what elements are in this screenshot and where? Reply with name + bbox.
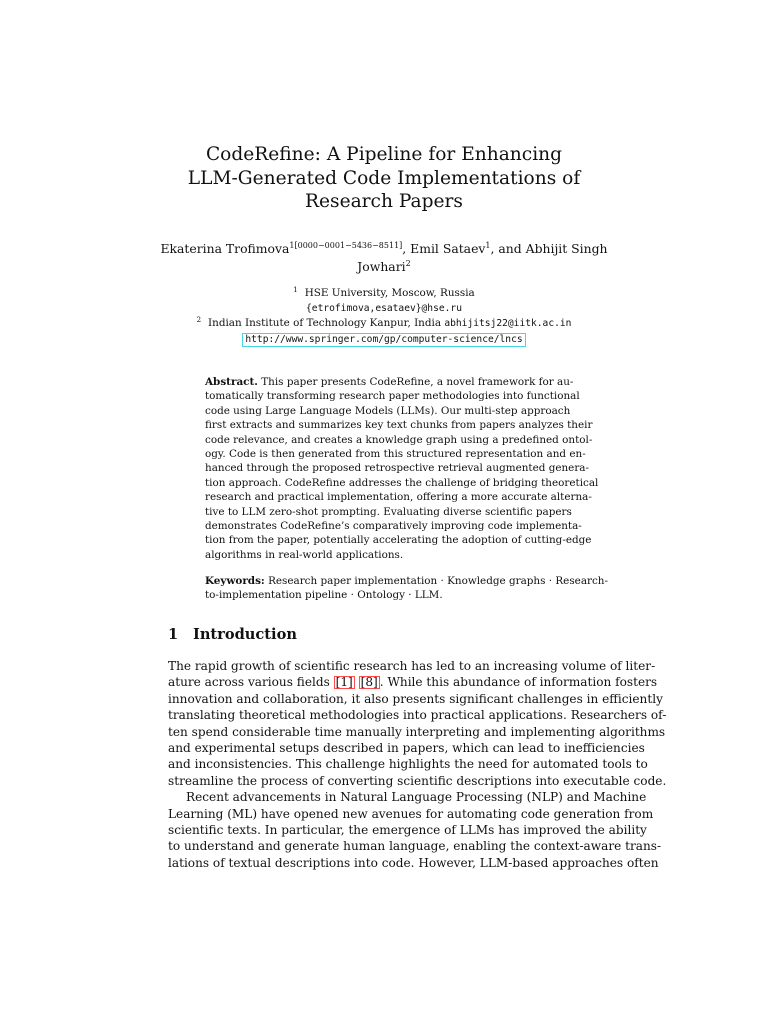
- keywords: [205, 574, 609, 603]
- body-line: translating theoretical methodologies into practical applications. Researchers of-: [168, 708, 667, 723]
- body-line: Learning (ML) have opened new avenues for automating code generation from: [168, 806, 654, 821]
- author-affiliation-mark: 2: [405, 259, 411, 268]
- affiliation-mark: 1: [293, 286, 298, 294]
- author-name: , Emil Sataev: [402, 241, 486, 256]
- citation-link-1[interactable]: [1]: [335, 675, 353, 690]
- abstract-line: tion from the paper, potentially accelerating the adoption of cutting-edge: [205, 534, 592, 547]
- paper-title: [100, 143, 668, 214]
- affiliation-text: HSE University, Moscow, Russia: [304, 287, 475, 299]
- keywords-line: [205, 574, 609, 588]
- abstract-line: first extracts and summarizes key text chunks from papers analyzes their: [205, 419, 593, 432]
- author-affiliation-orcid: 1[0000−0001−5436−8511]: [289, 241, 403, 250]
- abstract-line: code relevance, and creates a knowledge graph using a predefined ontol-: [205, 433, 593, 446]
- affiliation-2: [150, 316, 618, 331]
- body-line: innovation and collaboration, it also presents significant challenges in efficiently: [168, 691, 663, 706]
- abstract-line: ogy. Code is then generated from this structured representation and en-: [205, 448, 586, 461]
- body-line: to understand and generate human language, enabling the context-aware trans-: [168, 839, 662, 854]
- affiliation-mark: 2: [196, 316, 202, 324]
- keywords-text: Research paper implementation · Knowledge graphs · Research-: [264, 575, 609, 587]
- author-name: , and Abhijit Singh: [490, 241, 608, 256]
- body-line: The rapid growth of scientific research has led to an increasing volume of liter-: [168, 659, 656, 673]
- body-line: ten spend considerable time manually interpreting and implementing algorithms: [168, 724, 666, 739]
- section-heading: [168, 626, 297, 643]
- abstract-text: This paper presents CodeRefine, a novel framework for au-: [257, 376, 574, 388]
- citation-link-8[interactable]: [8]: [360, 675, 378, 690]
- affiliation-list: [150, 286, 618, 347]
- abstract-line: tive to LLM zero-shot prompting. Evaluating diverse scientific papers: [205, 505, 572, 518]
- abstract-line: tion approach. CodeRefine addresses the challenge of bridging theoretical: [205, 476, 599, 489]
- affiliation-1-email: {etrofimova,esataev}@hse.ru: [306, 303, 462, 314]
- body-text: ature across various fields: [168, 675, 334, 690]
- affiliation-1: [150, 286, 618, 301]
- body-line: [168, 674, 658, 690]
- abstract-line: research and practical implementation, offering a more accurate alterna-: [205, 491, 592, 504]
- author-list: [150, 240, 618, 276]
- keywords-label: Keywords:: [205, 575, 265, 587]
- author-affiliation-mark: 1: [485, 241, 491, 250]
- abstract-line: demonstrates CodeRefine’s comparatively improving code implementa-: [205, 520, 582, 533]
- author-name: Ekaterina Trofimova: [160, 241, 290, 256]
- section-title: Introduction: [193, 626, 297, 643]
- abstract-line: code using Large Language Models (LLMs). Our multi-step approach: [205, 404, 571, 417]
- title-line: Research Papers: [305, 191, 463, 212]
- body-line: Recent advancements in Natural Language Processing (NLP) and Machine: [186, 790, 647, 805]
- body-line: scientific texts. In particular, the emergence of LLMs has improved the ability: [168, 823, 647, 838]
- body-text: . While this abundance of information fosters: [379, 675, 658, 690]
- abstract-line: algorithms in real-world applications.: [205, 548, 404, 561]
- abstract-line: hanced through the proposed retrospective retrieval augmented genera-: [205, 462, 590, 475]
- abstract-line: [205, 375, 574, 389]
- section-number: 1: [168, 626, 179, 643]
- title-line: LLM-Generated Code Implementations of: [187, 167, 581, 189]
- body-line: lations of textual descriptions into code. However, LLM-based approaches often: [168, 855, 659, 870]
- affiliation-2-email: abhijitsj22@iitk.ac.in: [444, 318, 572, 329]
- body-line: and experimental setups described in papers, which can lead to inefficiencies: [168, 741, 645, 756]
- abstract: [205, 375, 599, 562]
- abstract-line: tomatically transforming research paper methodologies into functional: [205, 390, 580, 403]
- body-line: streamline the process of converting scientific descriptions into executable code.: [168, 773, 667, 788]
- introduction-body: [168, 658, 667, 871]
- affiliation-text: Indian Institute of Technology Kanpur, India: [208, 317, 445, 329]
- author-name: Jowhari: [357, 259, 406, 274]
- keywords-line: to-implementation pipeline · Ontology · LLM.: [205, 589, 443, 602]
- title-line: CodeRefine: A Pipeline for Enhancing: [205, 144, 563, 165]
- abstract-label: Abstract.: [205, 376, 258, 388]
- body-line: and inconsistencies. This challenge highlights the need for automated tools to: [168, 757, 648, 772]
- springer-url-link[interactable]: http://www.springer.com/gp/computer-science/lncs: [242, 333, 525, 347]
